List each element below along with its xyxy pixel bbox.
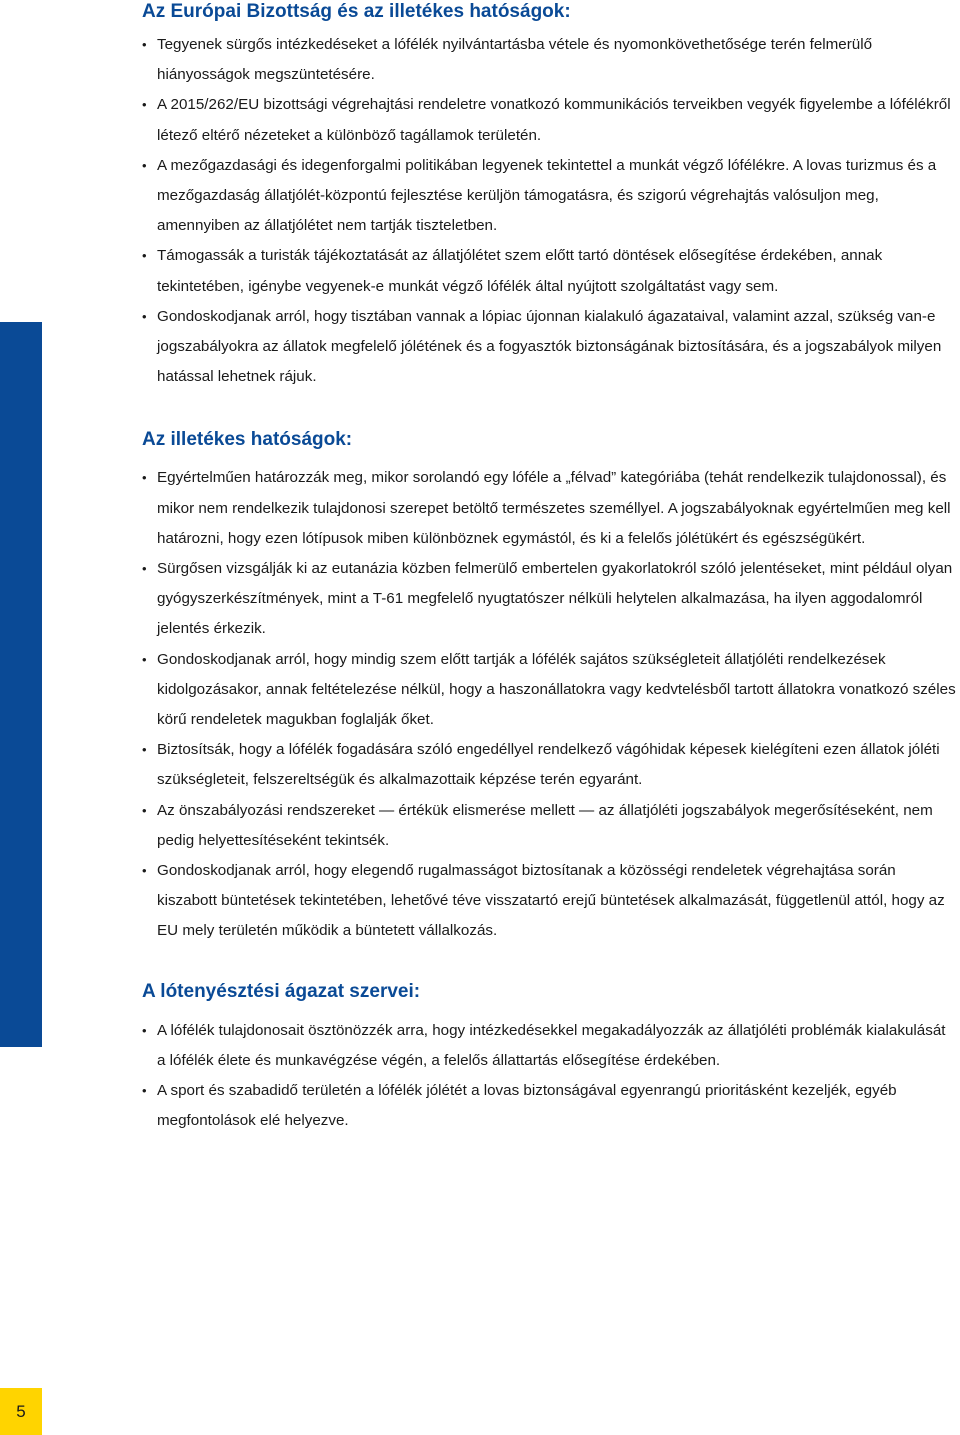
- list-item: • Gondoskodjanak arról, hogy tisztában vannak a lópiac újonnan kialakuló ágazataival, valamint azzal, szükség van-e jogszabályokra az állatok megfelelő jólétének és a fogyasztók biztonságának biztosítására, és a jogszabályok milyen hatással lehetnek rájuk.: [142, 302, 957, 393]
- list-item: • Az önszabályozási rendszereket — értékük elismerése mellett — az állatjóléti jogszabályok megerősítéseként, nem pedig helyettesítéseként tekintsék.: [142, 796, 957, 856]
- page-number: 5: [16, 1401, 26, 1421]
- list-item: • A sport és szabadidő területén a lófélék jólétét a lovas biztonságával egyenrangú prioritásként kezeljék, egyéb megfontolások elé helyezve.: [142, 1076, 957, 1136]
- section-heading: Az Európai Bizottság és az illetékes hatóságok:: [142, 1, 571, 22]
- section-heading: Az illetékes hatóságok:: [142, 429, 353, 451]
- list-item: • Gondoskodjanak arról, hogy mindig szem előtt tartják a lófélék sajátos szükségleteit állatjóléti rendelkezések kidolgozásakor, annak feltételezése nélkül, hogy a haszonállatokra vagy kedvtelésből tartott állatokra vonatkozó széles körű rendeletek magukban foglalják őket.: [142, 645, 957, 736]
- section-commission-authorities: [142, 0, 957, 392]
- list-item: • Támogassák a turisták tájékoztatását az állatjólétet szem előtt tartó döntések elősegítése érdekében, annak tekintetében, igénybe vegyenek-e munkát végző lófélék által nyújtott szolgáltatást vagy sem.: [142, 241, 957, 301]
- list-item: • A mezőgazdasági és idegenforgalmi politikában legyenek tekintettel a munkát végző lófélékre. A lovas turizmus és a mezőgazdaság állatjólét-központú fejlesztése kerüljön támogatásra, és szigorú végrehajtás valósuljon meg, amennyiben az állatjólétet nem tartják tiszteletben.: [142, 151, 957, 242]
- document-body: [142, 0, 957, 1137]
- recommendation-list: [142, 463, 957, 946]
- section-heading: A lótenyésztési ágazat szervei:: [142, 980, 421, 1002]
- list-item: • Gondoskodjanak arról, hogy elegendő rugalmasságot biztosítanak a közösségi rendeletek végrehajtása során kiszabott büntetések tekintetében, lehetővé téve visszatartó erejű büntetések alkalmazását, függetlenül attól, hogy az EU mely területén működik a büntetett vállalkozás.: [142, 856, 957, 947]
- list-item: • A 2015/262/EU bizottsági végrehajtási rendeletre vonatkozó kommunikációs terveikben vegyék figyelembe a lófélékről létező eltérő nézeteket a különböző tagállamok területén.: [142, 90, 957, 150]
- section-breeding-bodies: [142, 980, 957, 1137]
- list-item: • Sürgősen vizsgálják ki az eutanázia közben felmerülő embertelen gyakorlatokról szóló jelentéseket, mint például olyan gyógyszerkészítmények, mint a T-61 megfelelő nyugtatószer nélküli helytelen alkalmazása, ha ilyen aggodalomról jelentés érkezik.: [142, 554, 957, 645]
- side-accent-bar: [0, 322, 42, 1047]
- recommendation-list: [142, 30, 957, 392]
- list-item: • A lófélék tulajdonosait ösztönözzék arra, hogy intézkedésekkel megakadályozzák az állatjóléti problémák kialakulását a lófélék élete és munkavégzése végén, a felelős állattartás elősegítése érdekében.: [142, 1016, 957, 1076]
- list-item: • Biztosítsák, hogy a lófélék fogadására szóló engedéllyel rendelkező vágóhidak képesek kielégíteni ezen állatok jóléti szükségleteit, felszereltségük és alkalmazottaik képzése terén egyaránt.: [142, 735, 957, 795]
- list-item: • Tegyenek sürgős intézkedéseket a lófélék nyilvántartásba vétele és nyomonkövethetősége terén felmerülő hiányosságok megszüntetésére.: [142, 30, 957, 90]
- list-item: • Egyértelműen határozzák meg, mikor sorolandó egy lóféle a „félvad” kategóriába (tehát rendelkezik tulajdonossal), és mikor nem rendelkezik tulajdonosi szerepet betöltő természetes személlyel. A jogszabályoknak egyértelműen meg kell határozni, hogy ezen lótípusok miben különböznek egymástól, és ki a felelős jólétükért és egészségükért.: [142, 463, 957, 554]
- recommendation-list: [142, 1016, 957, 1137]
- section-competent-authorities: [142, 428, 957, 946]
- page-number-box: [0, 1388, 42, 1435]
